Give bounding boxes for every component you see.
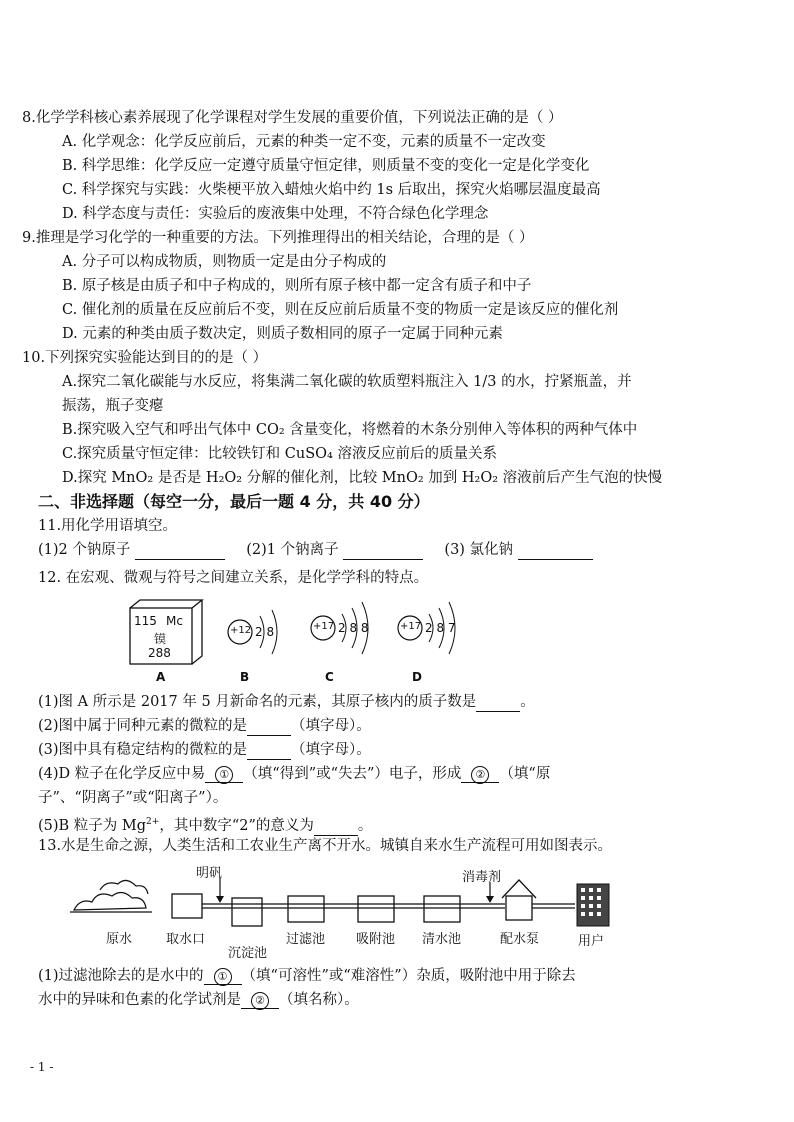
q13-sub-1-tail: （填“可溶性”或“难溶性”）杂质，吸附池中用于除去 [241, 968, 576, 984]
q12-sub-5-text: (5)B 粒子为 Mg [38, 817, 147, 834]
q12-sub-4-mid: （填“得到”或“失去”）电子，形成 [243, 766, 462, 782]
label-c: C [325, 670, 334, 684]
q13-blank-2[interactable] [241, 992, 279, 1009]
q12-blank-4-2[interactable] [461, 766, 499, 783]
element-number: 115 [134, 614, 157, 628]
q11-stem: 11.用化学用语填空。 [38, 518, 178, 534]
q12-sub-5: (5)B 粒子为 $Mg^{2+}$，其中数字“2”的意义为 。 [38, 817, 373, 834]
q11-part-3: (3) 氯化钠 [444, 542, 514, 558]
label-raw-water: 原水 [106, 932, 133, 947]
element-symbol: Mc [166, 614, 183, 628]
q11-answers [38, 540, 593, 560]
atom-c-shells: 2 8 8 [338, 621, 369, 635]
q12-sub-3-text: (3)图中具有稳定结构的微粒的是 [38, 742, 248, 758]
atom-d-shells: 2 8 7 [425, 621, 456, 635]
circle-mark-2: ② [471, 766, 489, 784]
q11-part-1: (1)2 个钠原子 [38, 542, 131, 558]
q12-sub-4-text: (4)D 粒子在化学反应中易 [38, 766, 206, 782]
q10-option-c: C.探究质量守恒定律：比较铁钉和 CuSO₄ 溶液反应前后的质量关系 [62, 446, 497, 462]
q11-blank-3[interactable] [518, 545, 593, 560]
label-disinfectant: 消毒剂 [462, 870, 502, 885]
atom-d-nucleus: +17 [400, 621, 422, 632]
q12-sub-2 [38, 716, 371, 736]
q12-blank-5[interactable] [314, 821, 358, 836]
q9-option-b: B. 原子核是由质子和中子构成的，则所有原子核中都一定含有质子和中子 [62, 278, 532, 294]
q10-option-a-cont: 振荡，瓶子变瘪 [62, 398, 164, 414]
element-name: 镆 [154, 632, 167, 646]
user-building-icon [577, 884, 609, 926]
q12-blank-3[interactable] [247, 745, 291, 760]
q10-option-a: A.探究二氧化碳能与水反应，将集满二氧化碳的软质塑料瓶注入 1/3 的水，拧紧瓶盖，并 [62, 374, 632, 390]
circle-mark-1: ① [215, 766, 233, 784]
raw-water-cloud-icon [70, 880, 152, 912]
label-a: A [156, 670, 166, 684]
label-pump: 配水泵 [500, 932, 540, 947]
q8-option-a: A. 化学观念：化学反应前后，元素的种类一定不变，元素的质量不一定改变 [62, 134, 546, 150]
mg-charge: 2+ [146, 817, 160, 827]
q10-option-d: D.探究 MnO₂ 是否是 H₂O₂ 分解的催化剂，比较 MnO₂ 加到 H₂O₂ 溶液前后产生气泡的快慢 [62, 470, 663, 486]
q11-blank-1[interactable] [135, 545, 225, 560]
q12-sub-2-tail: （填字母）。 [291, 718, 371, 734]
q10-option-b: B.探究吸入空气和呼出气体中 CO₂ 含量变化，将燃着的木条分别伸入等体积的两种气体中 [62, 422, 638, 438]
label-user: 用户 [578, 934, 605, 949]
q12-sub-3-tail: （填字母）。 [291, 742, 371, 758]
q12-figure-svg [120, 598, 480, 688]
q13-sub-2-text: 水中的异味和色素的化学试剂是 [38, 992, 241, 1008]
q12-sub-1: (1)图 A 所示是 2017 年 5 月新命名的元素，其原子核内的质子数是 。 [38, 694, 535, 710]
label-clean-water: 清水池 [422, 932, 462, 947]
label-intake: 取水口 [166, 932, 206, 947]
q13-sub-1-cont [38, 990, 359, 1010]
q13-sub-1-text: (1)过滤池除去的是水中的 [38, 968, 204, 984]
q9-option-a: A. 分子可以构成物质，则物质一定是由分子构成的 [62, 254, 387, 270]
q12-blank-1[interactable] [476, 697, 520, 712]
label-d: D [412, 670, 422, 684]
q8-stem: 8.化学学科核心素养展现了化学课程对学生发展的重要价值，下列说法正确的是（ ） [22, 110, 563, 126]
q12-figure [120, 598, 480, 688]
q12-sub-2-text: (2)图中属于同种元素的微粒的是 [38, 718, 248, 734]
adsorption-tank-icon [358, 896, 394, 922]
page-number: - 1 - [30, 1060, 54, 1074]
q13-sub-2-tail: （填名称）。 [279, 992, 359, 1008]
q8-option-c: C. 科学探究与实践：火柴梗平放入蜡烛火焰中约 1s 后取出，探究火焰哪层温度最高 [62, 182, 601, 198]
q8-option-b: B. 科学思维：化学反应一定遵守质量守恒定律，则质量不变的变化一定是化学变化 [62, 158, 590, 174]
label-b: B [240, 670, 250, 684]
element-mass: 288 [148, 646, 171, 660]
atom-b-shells: 2 8 [255, 625, 275, 639]
q12-sub-3 [38, 740, 371, 760]
q12-sub-5-text-b: ，其中数字“2”的意义为 [159, 817, 314, 834]
circle-mark-1: ① [214, 968, 232, 986]
q13-blank-1[interactable] [204, 968, 242, 985]
q13-sub-1 [38, 966, 576, 986]
q12-blank-2[interactable] [247, 721, 291, 736]
pump-house-icon [502, 880, 536, 920]
label-sediment: 沉淀池 [228, 946, 268, 961]
q12-stem: 12. 在宏观、微观与符号之间建立关系，是化学学科的特点。 [38, 570, 429, 586]
water-process-figure [60, 860, 620, 960]
q13-stem: 13.水是生命之源，人类生活和工农业生产离不开水。城镇自来水生产流程可用如图表示。 [38, 838, 613, 854]
atom-b-nucleus: +12 [230, 625, 252, 636]
q12-sub-4-tail: （填“原 [499, 766, 551, 782]
sediment-tank-icon [232, 898, 262, 926]
circle-mark-2: ② [251, 992, 269, 1010]
q9-option-d: D. 元素的种类由质子数决定，则质子数相同的原子一定属于同种元素 [62, 326, 503, 342]
section-2-title: 二、非选择题（每空一分，最后一题 4 分，共 40 分） [38, 492, 430, 511]
atom-c-nucleus: +17 [313, 621, 335, 632]
q12-blank-4-1[interactable] [205, 766, 243, 783]
label-adsorption: 吸附池 [356, 932, 396, 947]
q12-sub-4-cont: 子”、“阴离子”或“阳离子”）。 [38, 790, 228, 806]
q12-sub-1-text: (1)图 A 所示是 2017 年 5 月新命名的元素，其原子核内的质子数是 [38, 694, 477, 710]
q10-stem: 10.下列探究实验能达到目的的是（ ） [22, 350, 268, 366]
clean-water-tank-icon [424, 896, 460, 922]
q9-option-c: C. 催化剂的质量在反应前后不变，则在反应前后质量不变的物质一定是该反应的催化剂 [62, 302, 619, 318]
intake-box-icon [172, 894, 202, 918]
filter-tank-icon [288, 896, 324, 922]
q11-blank-2[interactable] [343, 545, 423, 560]
label-alum: 明矾 [196, 866, 223, 881]
q8-option-d: D. 科学态度与责任：实验后的废液集中处理，不符合绿色化学理念 [62, 206, 489, 222]
q9-stem: 9.推理是学习化学的一种重要的方法。下列推理得出的相关结论，合理的是（ ） [22, 230, 534, 246]
label-filter: 过滤池 [286, 932, 326, 947]
q11-part-2: (2)1 个钠离子 [246, 542, 339, 558]
q12-sub-4 [38, 764, 550, 784]
